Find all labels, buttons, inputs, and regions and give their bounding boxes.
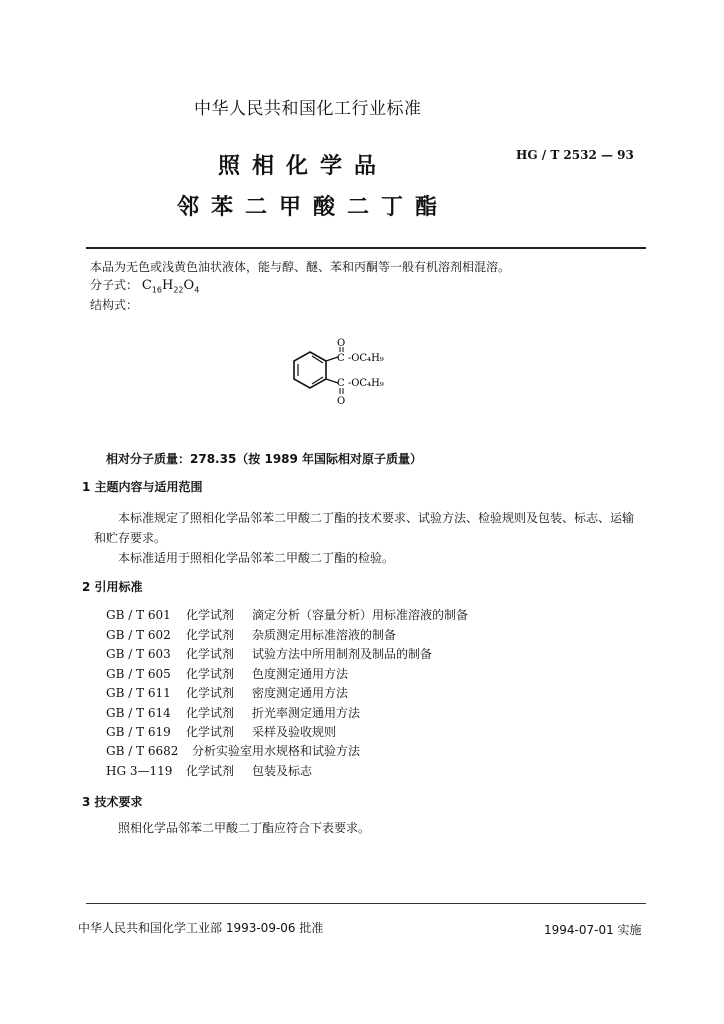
header-divider [86, 247, 646, 249]
reference-category: 化学试剂 [186, 667, 235, 681]
reference-category: 化学试剂 [186, 608, 235, 622]
structural-formula [280, 338, 420, 410]
structure-label: 结构式： [90, 298, 139, 312]
reference-row [106, 704, 360, 721]
reference-title: 包装及标志 [252, 764, 313, 778]
reference-title: 分析实验室用水规格和试验方法 [192, 744, 361, 758]
reference-row [106, 723, 336, 740]
molecular-formula [90, 276, 199, 294]
standard-code: HG / T 2532 — 93 [516, 148, 634, 162]
issuing-agency: 中华人民共和国化工行业标准 [194, 99, 422, 119]
document-title-line1: 照相化学品 [218, 154, 389, 179]
ester-group-top: C -OC₄H₉ [337, 353, 384, 364]
reference-title: 采样及验收规则 [252, 725, 337, 739]
section-3-heading: 3 技术要求 [82, 795, 143, 809]
reference-row [106, 665, 348, 682]
implementation-date: 1994-07-01 实施 [544, 923, 642, 937]
section-3-paragraph-1: 照相化学品邻苯二甲酸二丁酯应符合下表要求。 [118, 821, 371, 835]
section-2-heading: 2 引用标准 [82, 580, 143, 594]
reference-title: 滴定分析（容量分析）用标准溶液的制备 [252, 608, 469, 622]
reference-title: 折光率测定通用方法 [252, 706, 361, 720]
reference-code: GB / T 601 [106, 608, 171, 622]
reference-category: 化学试剂 [186, 725, 235, 739]
reference-row [106, 645, 432, 662]
formula-h: H [161, 278, 174, 293]
reference-code: GB / T 6682 [106, 744, 179, 758]
reference-code: GB / T 602 [106, 628, 171, 642]
reference-row [106, 762, 312, 779]
reference-category: 化学试剂 [186, 628, 235, 642]
reference-title: 色度测定通用方法 [252, 667, 349, 681]
reference-category: 化学试剂 [186, 764, 235, 778]
approval-statement: 中华人民共和国化学工业部 1993-09-06 批准 [78, 921, 324, 935]
formula-h-sub: 22 [173, 285, 184, 295]
section-1-paragraph-2: 本标准适用于照相化学品邻苯二甲酸二丁酯的检验。 [118, 551, 395, 565]
reference-category: 化学试剂 [186, 686, 235, 700]
formula-label: 分子式： [90, 278, 139, 292]
document-title-line2: 邻苯二甲酸二丁酯 [177, 195, 450, 220]
reference-category: 化学试剂 [186, 647, 235, 661]
benzene-ring [294, 352, 326, 388]
section-1-heading: 1 主题内容与适用范围 [82, 480, 203, 494]
reference-code: GB / T 619 [106, 725, 171, 739]
reference-code: GB / T 611 [106, 686, 171, 700]
formula-c-sub: 16 [151, 285, 162, 295]
reference-row [106, 684, 348, 701]
reference-title: 试验方法中所用制剂及制品的制备 [252, 647, 433, 661]
reference-code: GB / T 614 [106, 706, 171, 720]
formula-o-sub: 4 [194, 285, 200, 295]
reference-title: 密度测定通用方法 [252, 686, 349, 700]
reference-category: 化学试剂 [186, 706, 235, 720]
reference-code: GB / T 605 [106, 667, 171, 681]
formula-o: O [183, 278, 195, 293]
reference-code: HG 3—119 [106, 764, 173, 778]
reference-row [106, 626, 396, 643]
formula-c: C [141, 278, 152, 293]
section-1-paragraph-1: 本标准规定了照相化学品邻苯二甲酸二丁酯的技术要求、试验方法、检验规则及包装、标志、运输和贮存要求。 [94, 511, 635, 545]
relative-molecular-mass: 相对分子质量：278.35（按 1989 年国际相对原子质量） [106, 452, 423, 466]
ester-group-bottom: C -OC₄H₉ [337, 378, 384, 389]
reference-row [106, 606, 468, 623]
footer-divider [86, 903, 646, 904]
carbonyl-o-bottom: O [337, 396, 346, 407]
reference-code: GB / T 603 [106, 647, 171, 661]
reference-title: 杂质测定用标准溶液的制备 [252, 628, 397, 642]
product-description: 本品为无色或浅黄色油状液体，能与醇、醚、苯和丙酮等一般有机溶剂相混溶。 [90, 260, 511, 274]
carbonyl-o-top: O [337, 338, 346, 349]
reference-row [106, 742, 360, 759]
